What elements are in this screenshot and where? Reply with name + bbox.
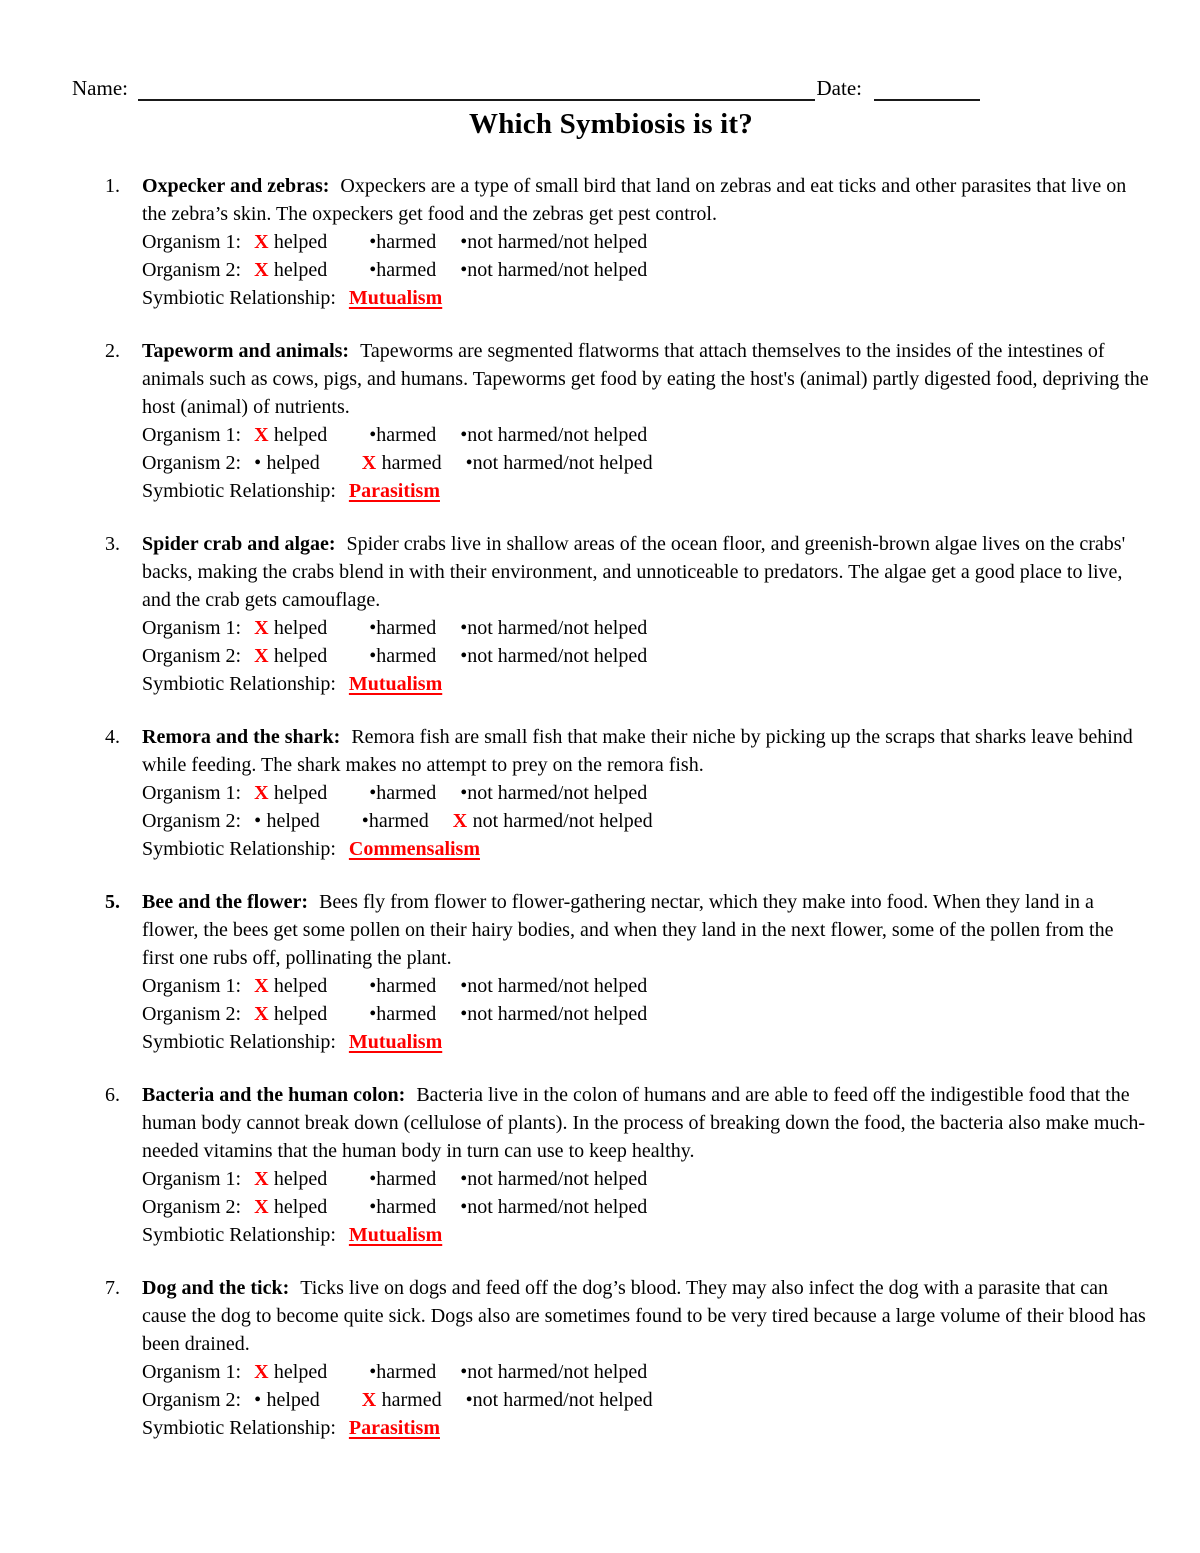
organism1-line bbox=[142, 1358, 1150, 1386]
organism2-label: Organism 2: bbox=[142, 1196, 242, 1218]
option-label: harmed bbox=[376, 782, 437, 804]
organism2-option-helped bbox=[254, 1389, 320, 1411]
option-marker: • bbox=[369, 1168, 377, 1190]
option-label: harmed bbox=[376, 645, 437, 667]
organism2-label: Organism 2: bbox=[142, 1003, 242, 1025]
option-marker: • bbox=[369, 645, 377, 667]
option-label: helped bbox=[273, 782, 328, 804]
option-label: helped bbox=[273, 231, 328, 253]
organism2-option-neither bbox=[453, 810, 653, 832]
option-marker: • bbox=[369, 617, 377, 639]
organism2-option-helped bbox=[254, 645, 327, 667]
option-marker: • bbox=[465, 1389, 473, 1411]
organism2-label: Organism 2: bbox=[142, 1389, 242, 1411]
item-body bbox=[142, 172, 1150, 312]
option-marker: X bbox=[254, 617, 269, 639]
option-marker: • bbox=[460, 1196, 468, 1218]
item-number: 5. bbox=[105, 891, 120, 913]
relationship-label: Symbiotic Relationship: bbox=[142, 287, 336, 309]
item-description-block bbox=[142, 1274, 1150, 1358]
option-label: not harmed/not helped bbox=[467, 782, 648, 804]
organism1-option-neither bbox=[460, 782, 647, 804]
organism1-option-harmed bbox=[369, 975, 436, 997]
relationship-label: Symbiotic Relationship: bbox=[142, 480, 336, 502]
organism1-line bbox=[142, 972, 1150, 1000]
option-marker: • bbox=[369, 259, 377, 281]
option-marker: • bbox=[369, 1361, 377, 1383]
organism2-option-neither bbox=[460, 1003, 647, 1025]
item-body bbox=[142, 723, 1150, 863]
organism2-option-harmed bbox=[362, 1389, 442, 1411]
item-description: Oxpeckers are a type of small bird that land on zebras and eat ticks and other parasites that live on the zebra’s skin. The oxpeckers get food and the zebras get pest control. bbox=[142, 175, 1127, 225]
organism2-line bbox=[142, 807, 1150, 835]
option-label: helped bbox=[273, 259, 328, 281]
relationship-line bbox=[142, 1221, 1150, 1249]
organism1-option-neither bbox=[460, 231, 647, 253]
option-label: not harmed/not helped bbox=[467, 1168, 648, 1190]
relationship-answer: Commensalism bbox=[348, 838, 480, 860]
organism1-option-helped bbox=[254, 782, 327, 804]
organism1-option-harmed bbox=[369, 1168, 436, 1190]
option-marker: X bbox=[452, 810, 468, 832]
relationship-line bbox=[142, 1028, 1150, 1056]
page-title: Which Symbiosis is it? bbox=[469, 108, 753, 140]
option-marker: X bbox=[254, 975, 269, 997]
relationship-line bbox=[142, 1414, 1150, 1442]
option-label: not harmed/not helped bbox=[467, 1196, 648, 1218]
option-label: helped bbox=[273, 617, 328, 639]
relationship-answer: Mutualism bbox=[348, 287, 443, 309]
organism2-line bbox=[142, 256, 1150, 284]
item-description-block bbox=[142, 337, 1150, 421]
option-marker: • bbox=[369, 1196, 377, 1218]
item-title: Oxpecker and zebras: bbox=[142, 175, 330, 197]
worksheet-item bbox=[72, 172, 1150, 312]
worksheet-item bbox=[72, 337, 1150, 505]
option-label: harmed bbox=[376, 975, 437, 997]
organism1-option-harmed bbox=[369, 424, 436, 446]
organism2-option-harmed bbox=[362, 810, 429, 832]
relationship-answer: Mutualism bbox=[348, 1224, 443, 1246]
option-label: helped bbox=[273, 645, 328, 667]
option-marker: • bbox=[361, 810, 369, 832]
organism2-line bbox=[142, 449, 1150, 477]
relationship-line bbox=[142, 835, 1150, 863]
organism1-line bbox=[142, 1165, 1150, 1193]
organism2-option-harmed bbox=[369, 1003, 436, 1025]
organism2-label: Organism 2: bbox=[142, 259, 242, 281]
option-marker: • bbox=[369, 231, 377, 253]
organism1-option-neither bbox=[460, 617, 647, 639]
option-marker: X bbox=[254, 1361, 269, 1383]
relationship-answer: Parasitism bbox=[348, 480, 440, 502]
item-description-block bbox=[142, 723, 1150, 779]
option-label: harmed bbox=[376, 1003, 437, 1025]
option-marker: • bbox=[465, 452, 473, 474]
option-label: not harmed/not helped bbox=[472, 810, 653, 832]
option-marker: X bbox=[254, 424, 269, 446]
organism1-option-helped bbox=[254, 617, 327, 639]
item-description-block bbox=[142, 172, 1150, 228]
option-marker: X bbox=[254, 1168, 269, 1190]
option-marker: X bbox=[254, 259, 269, 281]
relationship-label: Symbiotic Relationship: bbox=[142, 673, 336, 695]
date-input-line[interactable] bbox=[874, 90, 980, 101]
option-label: harmed bbox=[376, 617, 437, 639]
option-marker: • bbox=[460, 617, 468, 639]
name-label: Name: bbox=[72, 76, 128, 100]
option-label: not harmed/not helped bbox=[467, 259, 648, 281]
item-description: Tapeworms are segmented flatworms that attach themselves to the insides of the intestines of animals such as cows, pigs, and humans. Tapeworms get food by eating the host's (animal) partly digested food, depriving the host (animal) of nutrients. bbox=[142, 340, 1149, 418]
option-label: helped bbox=[273, 1196, 328, 1218]
organism1-option-helped bbox=[254, 975, 327, 997]
option-label: not harmed/not helped bbox=[467, 645, 648, 667]
item-description: Ticks live on dogs and feed off the dog’s blood. They may also infect the dog with a parasite that can cause the dog to become quite sick. Dogs also are sometimes found to be very tired because a large volume of their blood has been drained. bbox=[142, 1277, 1146, 1355]
option-label: not harmed/not helped bbox=[467, 975, 648, 997]
organism2-line bbox=[142, 1386, 1150, 1414]
item-number: 2. bbox=[105, 340, 120, 362]
item-description: Remora fish are small fish that make their niche by picking up the scraps that sharks leave behind while feeding. The shark makes no attempt to prey on the remora fish. bbox=[142, 726, 1133, 776]
item-number: 3. bbox=[105, 533, 120, 555]
organism2-option-neither bbox=[460, 645, 647, 667]
option-marker: X bbox=[254, 231, 269, 253]
organism2-option-helped bbox=[254, 452, 320, 474]
organism2-option-neither bbox=[460, 259, 647, 281]
option-marker: X bbox=[254, 645, 269, 667]
organism2-option-neither bbox=[466, 1389, 653, 1411]
item-body bbox=[142, 337, 1150, 505]
organism1-option-harmed bbox=[369, 617, 436, 639]
relationship-label: Symbiotic Relationship: bbox=[142, 1417, 336, 1439]
organism1-option-neither bbox=[460, 975, 647, 997]
organism1-label: Organism 1: bbox=[142, 1168, 242, 1190]
organism1-line bbox=[142, 228, 1150, 256]
option-marker: • bbox=[460, 259, 468, 281]
option-label: helped bbox=[266, 1389, 320, 1411]
option-marker: • bbox=[460, 231, 468, 253]
item-body bbox=[142, 888, 1150, 1056]
relationship-answer: Mutualism bbox=[348, 673, 443, 695]
organism2-line bbox=[142, 1000, 1150, 1028]
item-title: Spider crab and algae: bbox=[142, 533, 336, 555]
item-title: Remora and the shark: bbox=[142, 726, 341, 748]
organism2-option-harmed bbox=[369, 259, 436, 281]
relationship-answer: Mutualism bbox=[348, 1031, 443, 1053]
option-label: harmed bbox=[376, 1168, 437, 1190]
organism2-option-helped bbox=[254, 259, 327, 281]
organism2-option-helped bbox=[254, 810, 320, 832]
items-list bbox=[72, 172, 1150, 1442]
item-number: 1. bbox=[105, 175, 120, 197]
header-row bbox=[72, 76, 980, 101]
organism2-option-harmed bbox=[369, 645, 436, 667]
organism2-option-harmed bbox=[369, 1196, 436, 1218]
option-label: not harmed/not helped bbox=[467, 1003, 648, 1025]
organism1-line bbox=[142, 421, 1150, 449]
option-label: not harmed/not helped bbox=[472, 452, 653, 474]
option-label: not harmed/not helped bbox=[467, 231, 648, 253]
organism1-label: Organism 1: bbox=[142, 231, 242, 253]
organism1-option-helped bbox=[254, 1361, 327, 1383]
organism1-label: Organism 1: bbox=[142, 975, 242, 997]
item-description-block bbox=[142, 888, 1150, 972]
option-marker: X bbox=[254, 1003, 269, 1025]
item-description-block bbox=[142, 530, 1150, 614]
item-title: Tapeworm and animals: bbox=[142, 340, 350, 362]
organism1-label: Organism 1: bbox=[142, 1361, 242, 1383]
organism2-line bbox=[142, 1193, 1150, 1221]
option-label: harmed bbox=[376, 1196, 437, 1218]
item-description: Bacteria live in the colon of humans and are able to feed off the indigestible food that the human body cannot break down (cellulose of plants). In the process of breaking down the food, the bacteria also make much-needed vitamins that the human body in turn can use to keep healthy. bbox=[142, 1084, 1146, 1162]
option-marker: • bbox=[460, 975, 468, 997]
organism2-option-neither bbox=[466, 452, 653, 474]
relationship-label: Symbiotic Relationship: bbox=[142, 838, 336, 860]
option-label: harmed bbox=[376, 1361, 437, 1383]
organism1-option-helped bbox=[254, 231, 327, 253]
option-label: helped bbox=[273, 1168, 328, 1190]
organism1-option-helped bbox=[254, 1168, 327, 1190]
organism2-option-helped bbox=[254, 1003, 327, 1025]
item-body bbox=[142, 530, 1150, 698]
option-label: helped bbox=[273, 975, 328, 997]
option-label: helped bbox=[266, 452, 320, 474]
date-label: Date: bbox=[816, 76, 862, 100]
option-label: harmed bbox=[376, 259, 437, 281]
organism1-label: Organism 1: bbox=[142, 424, 242, 446]
worksheet-item bbox=[72, 723, 1150, 863]
item-title: Bacteria and the human colon: bbox=[142, 1084, 406, 1106]
option-marker: • bbox=[254, 1389, 262, 1411]
option-marker: • bbox=[369, 1003, 377, 1025]
item-description: Bees fly from flower to flower-gathering nectar, which they make into food. When they land in a flower, the bees get some pollen on their hairy bodies, and when they land in the next flower, some of the pollen from the first one rubs off, pollinating the plant. bbox=[142, 891, 1114, 969]
option-marker: • bbox=[460, 1003, 468, 1025]
organism2-option-neither bbox=[460, 1196, 647, 1218]
option-marker: • bbox=[369, 424, 377, 446]
organism2-label: Organism 2: bbox=[142, 452, 242, 474]
worksheet-item bbox=[72, 888, 1150, 1056]
item-number: 4. bbox=[105, 726, 120, 748]
option-label: not harmed/not helped bbox=[467, 424, 648, 446]
organism2-label: Organism 2: bbox=[142, 810, 242, 832]
option-label: helped bbox=[273, 424, 328, 446]
option-marker: • bbox=[460, 424, 468, 446]
name-input-line[interactable] bbox=[138, 90, 815, 101]
option-marker: • bbox=[254, 810, 262, 832]
option-marker: X bbox=[254, 1196, 269, 1218]
option-label: harmed bbox=[376, 424, 437, 446]
organism2-option-helped bbox=[254, 1196, 327, 1218]
option-marker: • bbox=[460, 645, 468, 667]
option-label: helped bbox=[273, 1361, 328, 1383]
organism1-option-helped bbox=[254, 424, 327, 446]
organism1-option-harmed bbox=[369, 1361, 436, 1383]
worksheet-item bbox=[72, 1081, 1150, 1249]
item-number: 6. bbox=[105, 1084, 120, 1106]
option-marker: X bbox=[254, 782, 269, 804]
option-marker: • bbox=[460, 782, 468, 804]
item-body bbox=[142, 1274, 1150, 1442]
organism1-option-neither bbox=[460, 424, 647, 446]
option-label: harmed bbox=[381, 1389, 442, 1411]
option-label: not harmed/not helped bbox=[472, 1389, 653, 1411]
organism1-line bbox=[142, 614, 1150, 642]
option-label: harmed bbox=[381, 452, 442, 474]
relationship-line bbox=[142, 284, 1150, 312]
option-marker: X bbox=[361, 1389, 377, 1411]
organism1-option-neither bbox=[460, 1361, 647, 1383]
item-title: Dog and the tick: bbox=[142, 1277, 290, 1299]
option-label: helped bbox=[273, 1003, 328, 1025]
option-marker: • bbox=[254, 452, 262, 474]
relationship-line bbox=[142, 670, 1150, 698]
worksheet-item bbox=[72, 1274, 1150, 1442]
organism2-line bbox=[142, 642, 1150, 670]
relationship-label: Symbiotic Relationship: bbox=[142, 1224, 336, 1246]
organism1-label: Organism 1: bbox=[142, 782, 242, 804]
organism2-option-harmed bbox=[362, 452, 442, 474]
relationship-answer: Parasitism bbox=[348, 1417, 440, 1439]
item-title: Bee and the flower: bbox=[142, 891, 309, 913]
item-description: Spider crabs live in shallow areas of the ocean floor, and greenish-brown algae lives on the crabs' backs, making the crabs blend in with their environment, and unnoticeable to predators. The algae get a good place to live, and the crab gets camouflage. bbox=[142, 533, 1126, 611]
organism2-label: Organism 2: bbox=[142, 645, 242, 667]
option-marker: • bbox=[460, 1361, 468, 1383]
item-description-block bbox=[142, 1081, 1150, 1165]
organism1-line bbox=[142, 779, 1150, 807]
option-marker: X bbox=[361, 452, 377, 474]
option-label: harmed bbox=[368, 810, 429, 832]
item-number: 7. bbox=[105, 1277, 120, 1299]
organism1-option-harmed bbox=[369, 231, 436, 253]
relationship-label: Symbiotic Relationship: bbox=[142, 1031, 336, 1053]
organism1-label: Organism 1: bbox=[142, 617, 242, 639]
option-marker: • bbox=[369, 975, 377, 997]
option-label: not harmed/not helped bbox=[467, 1361, 648, 1383]
option-marker: • bbox=[369, 782, 377, 804]
option-label: not harmed/not helped bbox=[467, 617, 648, 639]
option-label: helped bbox=[266, 810, 320, 832]
organism1-option-neither bbox=[460, 1168, 647, 1190]
relationship-line bbox=[142, 477, 1150, 505]
option-marker: • bbox=[460, 1168, 468, 1190]
worksheet-item bbox=[72, 530, 1150, 698]
organism1-option-harmed bbox=[369, 782, 436, 804]
option-label: harmed bbox=[376, 231, 437, 253]
item-body bbox=[142, 1081, 1150, 1249]
